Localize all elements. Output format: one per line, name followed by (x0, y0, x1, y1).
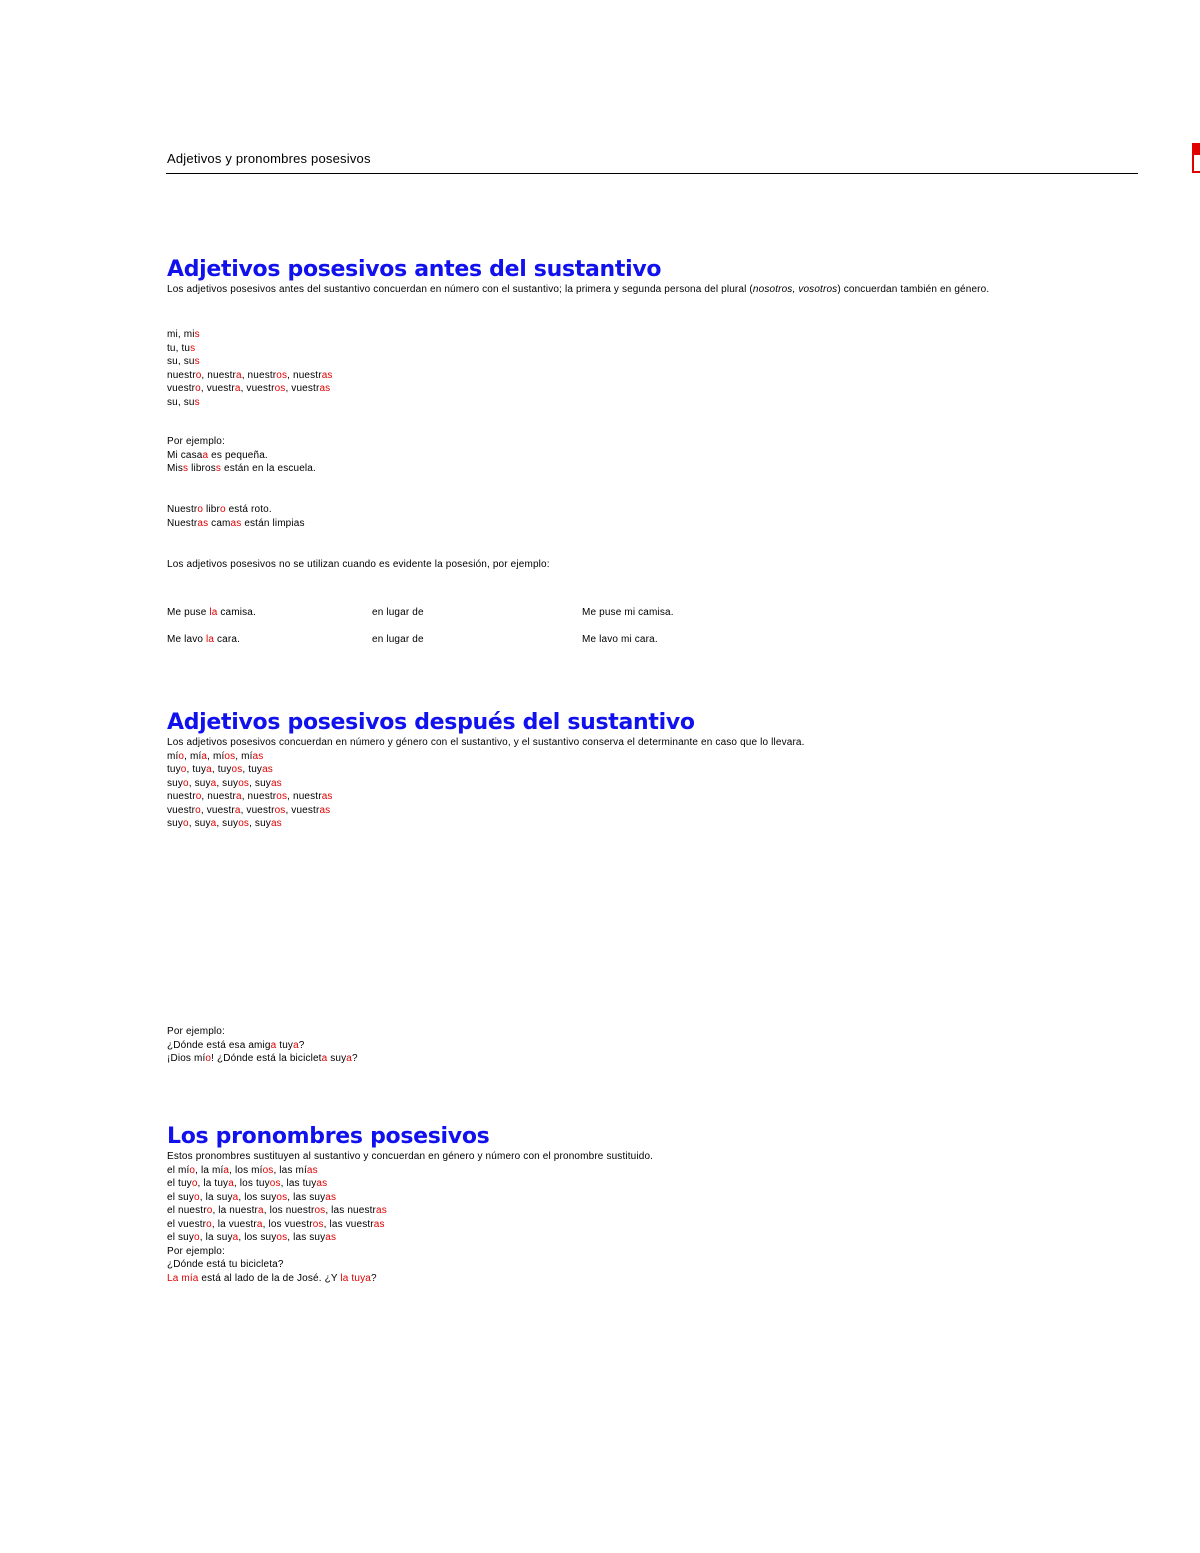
example-label: Por ejemplo: (167, 1026, 225, 1037)
text-line (167, 355, 333, 369)
text-segment: , mí (207, 750, 225, 762)
text-line (167, 790, 805, 804)
highlighted-ending: o (183, 818, 189, 829)
highlighted-ending: o (219, 504, 226, 515)
highlighted-ending: as (319, 804, 331, 816)
text-segment: están limpias (241, 517, 305, 529)
text-line (167, 1218, 653, 1232)
highlighted-ending: La mía (167, 1272, 199, 1284)
section-pronouns (167, 1124, 653, 1285)
highlighted-ending: os (276, 369, 288, 381)
text-segment: el tuy (167, 1178, 192, 1189)
text-segment: , vuestr (285, 804, 320, 816)
highlighted-ending: a (206, 764, 212, 775)
text-segment: , los tuy (233, 1178, 270, 1189)
examples-block (167, 435, 316, 476)
text-line (167, 462, 316, 476)
highlighted-ending: as (270, 818, 282, 829)
highlighted-ending: s (215, 463, 222, 474)
text-line (167, 369, 333, 383)
section-intro: Los adjetivos posesivos antes del sustantivo concuerdan en número con el sustantivo; la primera y segunda persona del plural (nosotros, vosotros) concuerdan también en género. (167, 284, 990, 295)
highlighted-ending: as (252, 750, 264, 762)
highlighted-ending: as (325, 1232, 337, 1243)
highlighted-ending: a (228, 1178, 234, 1189)
highlighted-ending: o (194, 1232, 200, 1243)
highlighted-ending: os (276, 1191, 288, 1203)
text-segment: , nuestr (201, 369, 236, 381)
text-segment: , tuy (211, 764, 232, 775)
examples-block (167, 1025, 358, 1066)
text-segment: , la nuestr (212, 1205, 258, 1216)
text-segment: , las vuestr (323, 1218, 374, 1230)
text-segment: , suy (216, 777, 239, 789)
text-segment: , vuestr (240, 804, 275, 816)
examples-list (167, 1258, 653, 1285)
text-segment: Mi casa (167, 449, 203, 461)
highlighted-ending: la tuya (340, 1272, 371, 1284)
text-segment: mi, mi (167, 329, 195, 340)
highlighted-ending: a (293, 1039, 299, 1051)
text-line (167, 1052, 358, 1066)
comparison-middle: en lugar de (372, 607, 424, 618)
text-segment: , la tuy (197, 1178, 229, 1189)
text-segment: , la suy (199, 1232, 233, 1243)
text-line (167, 817, 805, 831)
text-segment: , la mí (195, 1164, 224, 1176)
highlighted-ending: as (262, 764, 273, 775)
text-segment: , nuestr (241, 791, 277, 802)
text-segment: tuy (167, 764, 181, 775)
text-segment: , nuestr (287, 791, 322, 802)
highlighted-ending: a (232, 1191, 239, 1203)
highlighted-ending: os (224, 750, 236, 762)
highlighted-ending: os (312, 1218, 324, 1230)
highlighted-ending: s (194, 356, 200, 367)
text-segment: el vuestr (167, 1218, 207, 1230)
text-segment: , suy (188, 818, 211, 829)
comparison-left (167, 633, 240, 647)
text-line (167, 503, 305, 517)
text-segment: Nuestr (167, 517, 198, 529)
forms-list (167, 1164, 653, 1245)
highlighted-ending: as (376, 1205, 387, 1216)
highlighted-ending: o (194, 1191, 200, 1203)
highlighted-ending: as (306, 1164, 318, 1176)
forms-list (167, 328, 333, 409)
text-segment: cara. (214, 634, 241, 645)
text-segment: el suy (167, 1191, 195, 1203)
highlighted-ending: o (189, 1164, 196, 1176)
highlighted-ending: os (276, 1232, 288, 1243)
text-segment: ? (352, 1053, 358, 1064)
highlighted-ending: s (194, 329, 200, 340)
text-segment: , las nuestr (325, 1205, 377, 1216)
text-segment: , las mí (273, 1164, 307, 1176)
highlighted-ending: as (316, 1178, 328, 1189)
text-segment: , tuy (186, 764, 207, 775)
highlighted-ending: a (346, 1053, 352, 1064)
highlighted-ending: a (232, 1232, 239, 1243)
highlighted-ending: a (223, 1164, 230, 1176)
text-line (167, 396, 333, 410)
text-line (167, 763, 805, 777)
highlighted-ending: a (210, 818, 217, 829)
text-line (167, 1039, 358, 1053)
text-segment: es pequeña. (208, 449, 268, 461)
section-heading: Adjetivos posesivos antes del sustantivo (167, 257, 662, 282)
highlighted-ending: a (235, 791, 242, 802)
highlighted-ending: os (276, 791, 288, 802)
example-label: Por ejemplo: (167, 1245, 225, 1257)
text-line (167, 449, 316, 463)
highlighted-ending: a (210, 777, 217, 789)
text-segment: , los suy (238, 1191, 277, 1203)
text-segment: camisa. (217, 607, 256, 618)
text-segment: , mí (184, 750, 202, 762)
text-segment: , tuy (242, 764, 263, 775)
text-line (167, 1231, 653, 1245)
text-segment: mí (167, 750, 179, 762)
text-segment: el nuestr (167, 1205, 207, 1216)
highlighted-ending: as (321, 369, 333, 381)
text-segment: , los nuestr (263, 1205, 315, 1216)
highlighted-ending: o (206, 1205, 213, 1216)
text-segment: , las suy (287, 1191, 326, 1203)
section-heading: Los pronombres posesivos (167, 1124, 490, 1149)
text-segment: ¿Dónde está tu bicicleta? (167, 1259, 284, 1270)
text-segment: , los vuestr (262, 1218, 313, 1230)
text-line (167, 750, 805, 764)
highlighted-ending: o (183, 777, 189, 789)
text-segment: , suy (249, 777, 271, 789)
highlighted-ending: os (262, 1164, 274, 1176)
text-segment: , suy (188, 777, 211, 789)
highlighted-ending: as (325, 1191, 337, 1203)
highlighted-ending: o (180, 764, 187, 775)
highlighted-ending: a (201, 750, 208, 762)
text-segment: ¿Dónde está esa amig (167, 1039, 271, 1051)
highlighted-ending: o (191, 1178, 198, 1189)
highlighted-ending: o (205, 1053, 212, 1064)
highlighted-ending: s (190, 342, 196, 354)
highlighted-ending: a (235, 369, 242, 381)
text-line (167, 342, 333, 356)
text-segment: , suy (249, 818, 271, 829)
text-segment: nuestr (167, 369, 196, 381)
section-intro: Estos pronombres sustituyen al sustantivo y concuerdan en género y número con el pronombre sustituido. (167, 1151, 654, 1162)
text-segment: Me lavo (167, 634, 206, 645)
highlighted-ending: a (321, 1053, 328, 1064)
comparison-right: Me lavo mi cara. (582, 634, 658, 645)
text-segment: ? (298, 1039, 305, 1051)
header-divider (166, 173, 1138, 174)
text-segment: ! ¿Dónde está la biciclet (211, 1053, 322, 1064)
highlighted-ending: as (321, 791, 333, 802)
text-segment: vuestr (167, 804, 196, 816)
highlighted-ending: a (202, 449, 209, 461)
text-segment: Mis (167, 463, 184, 474)
text-segment: Nuestr (167, 504, 198, 515)
text-segment: , la vuestr (211, 1218, 257, 1230)
text-segment: , mí (235, 750, 253, 762)
highlighted-ending: a (256, 1218, 263, 1230)
text-line (167, 1272, 653, 1286)
highlighted-ending: o (195, 369, 202, 381)
text-segment: , suy (216, 818, 239, 829)
text-segment: el mí (167, 1164, 190, 1176)
examples-list (167, 449, 316, 476)
highlighted-ending: os (238, 818, 250, 829)
text-segment: su, su (167, 356, 195, 367)
examples-block-plural (167, 503, 305, 530)
text-segment: su, su (167, 396, 195, 408)
section-intro: Los adjetivos posesivos concuerdan en número y género con el sustantivo, y el sustantivo conserva el determinante en caso que lo llevara. (167, 737, 805, 748)
highlighted-ending: os (274, 383, 286, 394)
example-label: Por ejemplo: (167, 436, 225, 447)
text-segment: Me puse (167, 607, 210, 618)
comparison-right: Me puse mi camisa. (582, 607, 674, 618)
text-line (167, 1177, 653, 1191)
highlighted-ending: os (314, 1205, 326, 1216)
text-segment: , nuestr (241, 369, 277, 381)
forms-list (167, 750, 805, 831)
text-line (167, 382, 333, 396)
highlighted-ending: a (234, 383, 241, 394)
text-segment: , nuestr (287, 369, 322, 381)
text-segment: , vuestr (240, 383, 275, 394)
text-segment: , las suy (287, 1232, 326, 1243)
highlighted-ending: s (194, 396, 200, 408)
text-line (167, 517, 305, 531)
highlighted-ending: a (270, 1039, 277, 1051)
text-segment: , vuestr (200, 383, 235, 394)
text-segment: ? (370, 1272, 377, 1284)
usage-note: Los adjetivos posesivos no se utilizan cuando es evidente la posesión, por ejemplo: (167, 559, 550, 570)
text-segment: tuy (276, 1039, 294, 1051)
text-segment: , la suy (199, 1191, 233, 1203)
text-segment: suy (327, 1053, 347, 1064)
text-line (167, 1164, 653, 1178)
highlighted-ending: as (270, 777, 282, 789)
text-segment: libros (188, 463, 216, 474)
text-segment: suy (167, 777, 184, 789)
highlighted-ending: o (197, 504, 204, 515)
text-segment: , vuestr (285, 383, 320, 394)
highlighted-ending: s (183, 463, 189, 474)
highlighted-ending: os (231, 764, 243, 775)
examples-list (167, 1039, 358, 1066)
highlighted-ending: as (197, 517, 209, 529)
highlighted-ending: os (269, 1178, 281, 1189)
text-line (167, 777, 805, 791)
text-segment: nuestr (167, 791, 196, 802)
highlighted-ending: as (373, 1218, 385, 1230)
highlighted-ending: as (319, 383, 331, 394)
text-segment: están en la escuela. (221, 463, 316, 474)
document-header-title: Adjetivos y pronombres posesivos (167, 151, 371, 166)
text-segment: el suy (167, 1232, 195, 1243)
section-heading: Adjetivos posesivos después del sustantivo (167, 710, 695, 735)
text-line (167, 328, 333, 342)
text-segment: vuestr (167, 383, 196, 394)
highlighted-ending: o (195, 804, 201, 816)
text-segment: , nuestr (201, 791, 236, 802)
text-segment: , los suy (238, 1232, 277, 1243)
text-line (167, 804, 805, 818)
highlighted-ending: o (206, 1218, 212, 1230)
text-segment: está roto. (225, 504, 272, 515)
text-line (167, 1258, 653, 1272)
text-segment: tu, tu (167, 342, 191, 354)
text-line (167, 1191, 653, 1205)
text-segment: libr (203, 504, 220, 515)
text-segment: , vuestr (200, 804, 235, 816)
highlighted-ending: as (230, 517, 242, 529)
highlighted-ending: a (258, 1205, 264, 1216)
text-segment: suy (167, 818, 184, 829)
highlighted-ending: o (195, 791, 202, 802)
highlighted-ending: a (234, 804, 241, 816)
highlighted-ending: os (274, 804, 286, 816)
section-adjectives-after (167, 710, 805, 831)
text-segment: cam (208, 517, 231, 529)
comparison-middle: en lugar de (372, 634, 424, 645)
highlighted-ending: o (195, 383, 201, 394)
text-segment: ¡Dios mí (167, 1053, 206, 1064)
text-line (167, 1204, 653, 1218)
highlighted-ending: la (206, 634, 215, 645)
highlighted-ending: o (178, 750, 185, 762)
corner-marker (1192, 143, 1200, 173)
text-segment: , los mí (229, 1164, 263, 1176)
text-segment: , las tuy (280, 1178, 317, 1189)
highlighted-ending: os (238, 777, 250, 789)
comparison-left (167, 606, 256, 620)
highlighted-ending: la (209, 607, 218, 618)
section-adjectives-before (167, 257, 989, 297)
text-segment: está al lado de la de José. ¿Y (198, 1272, 341, 1284)
